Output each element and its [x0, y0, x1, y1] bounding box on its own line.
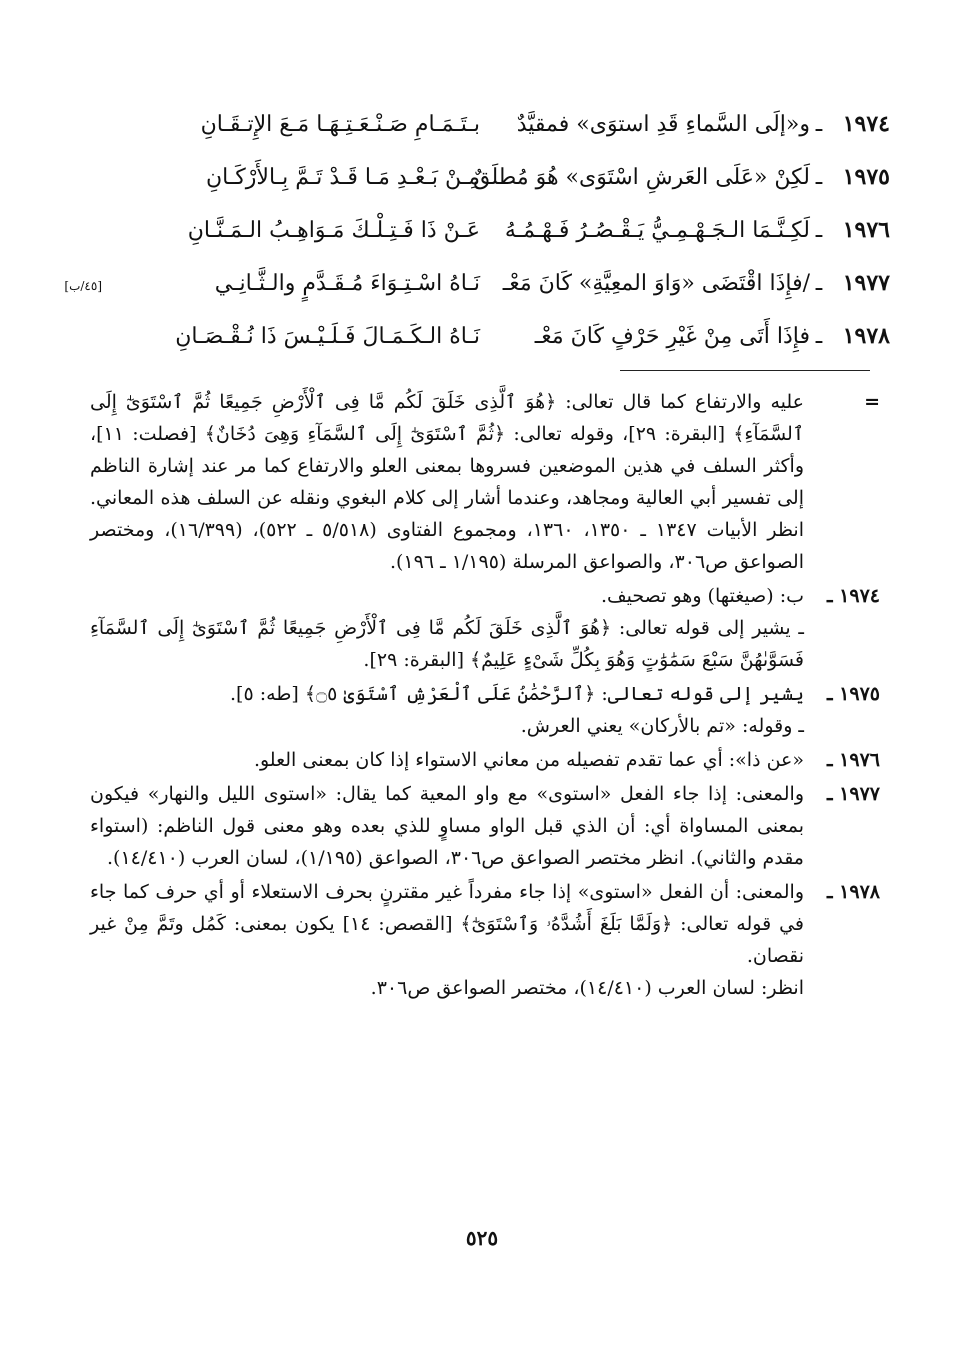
verse-first-hemistich: و«إلَى السَّماءِ قَدِ استوَى» فمقيَّدٌ	[516, 112, 810, 137]
footnote-ref: ١٩٧٨ ـ	[826, 881, 880, 903]
footnote-body	[90, 778, 804, 874]
verse-number: ١٩٧٦	[842, 217, 890, 243]
footnote-paragraph: «عن ذا»: أي عما تقدم تفصيله من معاني الاستواء إذا كان بمعنى العلو.	[253, 749, 804, 771]
verse-first-hemistich: لَكِـنَّـمَا الـجَـهْـمِـيُّ يَـقْـصُـرُ فَـهْـمُـهُ	[504, 218, 810, 243]
verse-first-hemistich: لَكِنْ «عَلَى العَرشِ اسْتَوَى» هُوَ مُطلَقٌ	[473, 165, 810, 190]
verse-first-hemistich: /فإِذَا اقْتَضَى «وَاوَ المعِيَّةِ» كَانَ مَعْـ	[502, 271, 810, 296]
footnote-paragraph: ب: (صيغتها) وهو تصحيف.	[600, 585, 804, 607]
footnote-paragraph: والمعنى: أن الفعل «استوى» إذا جاء مفرداً غير مقترنٍ بحرف الاستعلاء أو أي حرف كما جاء في قوله تعالى: ﴿وَلَمَّا بَلَغَ أَشُدَّهُۥ وَٱسْتَوَىٰٓ﴾ [القصص: ١٤] يكون بمعنى: كَمُل وتَمَّ مِنْ غير نقصان.	[90, 881, 804, 967]
manuscript-folio-note: [٤٥/ب]	[64, 279, 102, 293]
verse-second-hemistich: نَـاهُ اسْـتِـوَاءَ مُـقَـدَّمٍ والـثَّـانِـي	[214, 271, 480, 296]
verse-second-hemistich: بـتَـمَـامِ صَـنْـعَـتِـهَـا مَـعَ الإِتـقَـانِ	[200, 112, 480, 137]
verse-line	[40, 204, 890, 257]
footnote	[90, 778, 880, 874]
verse-line	[40, 151, 890, 204]
footnote	[90, 580, 880, 676]
footnote-paragraph: والمعنى: إذا جاء الفعل «استوى» مع واو المعية كما يقال: «استوى الليل والنهار» فيكون بمعنى المساواة أي: أن الذي قبل الواو مساوٍ للذي بعده وهو معنى قول الناظم: (استواء مقدم والثاني). انظر مختصر الصواعق ص٣٠٦، الصواعق (١/١٩٥)، لسان العرب (١٤/٤١٠).	[90, 783, 804, 869]
footnote-body	[90, 744, 804, 776]
verse-second-hemistich: نَـاهُ الـكَـمَـالَ فَـلَـيْـسَ ذَا نُـقْـصَـانِ	[175, 324, 480, 349]
footnote-paragraph: ـ يشير إلى قوله تعالى: ﴿هُوَ ٱلَّذِى خَلَقَ لَكُم مَّا فِى ٱلْأَرْضِ جَمِيعًا ثُمَّ ٱسْتَوَىٰٓ إِلَى ٱلسَّمَآءِ فَسَوَّىٰهُنَّ سَبْعَ سَمَٰوَٰتٍ وَهُوَ بِكُلِّ شَىْءٍ عَلِيمٌ﴾ [البقرة: ٢٩].	[90, 617, 804, 671]
footnote-body	[90, 678, 804, 742]
verse-number: ١٩٧٤	[842, 111, 890, 137]
page-number: ٥٢٥	[465, 1226, 499, 1250]
footnote	[90, 744, 880, 776]
footnote	[90, 678, 880, 742]
footnote-paragraph: يشير إلى قوله تعالى: ﴿ٱلرَّحْمَٰنُ عَلَى ٱلْعَرْشِ ٱسْتَوَىٰ ۝٥﴾ [طه: ٥].	[230, 683, 804, 705]
verse-first-hemistich: فإِذَا أَتَى مِنْ غَيْرِ حَرْفٍ كَانَ مَعْـ	[534, 324, 810, 349]
verse-dash: ـ	[815, 271, 823, 296]
footnote-body	[90, 876, 804, 1004]
footnote-paragraph: عليه والارتفاع كما قال تعالى: ﴿هُوَ ٱلَّذِى خَلَقَ لَكُم مَّا فِى ٱلْأَرْضِ جَمِيعًا ثُمَّ ٱسْتَوَىٰٓ إِلَى ٱلسَّمَآءِ﴾ [البقرة: ٢٩]، وقوله تعالى: ﴿ثُمَّ ٱسْتَوَىٰٓ إِلَى ٱلسَّمَآءِ وَهِىَ دُخَانٌ﴾ [فصلت: ١١]، وأكثر السلف في هذين الموضعين فسروها بمعنى العلو والارتفاع كما مر عند إشارة الناظم إلى تفسير أبي العالية ومجاهد، وعندما أشار إلى كلام البغوي ونقله عن السلف هذه المعاني. انظر الأبيات ١٣٤٧ ـ ١٣٥٠، ١٣٦٠، ومجموع الفتاوى (٥/٥١٨ ـ ٥٢٢)، (١٦/٣٩٩)، ومختصر الصواعق ص٣٠٦، والصواعق المرسلة (١/١٩٥ ـ ١٩٦).	[90, 391, 804, 573]
footnote-paragraph: انظر: لسان العرب (١٤/٤١٠)، مختصر الصواعق ص٣٠٦.	[370, 977, 804, 999]
verse-number: ١٩٧٧	[842, 270, 890, 296]
footnote-ref: ١٩٧٤ ـ	[826, 585, 880, 607]
footnote-ref: =	[864, 391, 880, 413]
verse-second-hemistich: عَـنْ ذَا فَـتِـلْـكَ مَـوَاهِـبُ الـمَـنَّـانِ	[187, 218, 480, 243]
footnote-paragraph: ـ وقوله: «تم بالأركان» يعني العرش.	[520, 715, 804, 737]
poem-verses	[40, 98, 890, 363]
verse-line	[40, 257, 890, 310]
verse-line	[40, 310, 890, 363]
verse-line	[40, 98, 890, 151]
verse-number: ١٩٧٥	[842, 164, 890, 190]
footnote-ref: ١٩٧٧ ـ	[826, 783, 880, 805]
verse-dash: ـ	[815, 165, 823, 190]
footnote-divider	[620, 370, 870, 371]
verse-second-hemistich: مِـنْ بَـعْـدِ مَـا قَـدْ تَـمَّ بِـالأَرْكَـانِ	[206, 165, 480, 190]
footnotes	[90, 386, 880, 1006]
footnote-ref: ١٩٧٦ ـ	[826, 749, 880, 771]
verse-number: ١٩٧٨	[842, 323, 890, 349]
footnote-body	[90, 386, 804, 578]
footnote-ref: ١٩٧٥ ـ	[826, 683, 880, 705]
verse-dash: ـ	[815, 324, 823, 349]
footnote-body	[90, 580, 804, 676]
verse-dash: ـ	[815, 112, 823, 137]
verse-dash: ـ	[815, 218, 823, 243]
footnote	[90, 386, 880, 578]
footnote	[90, 876, 880, 1004]
